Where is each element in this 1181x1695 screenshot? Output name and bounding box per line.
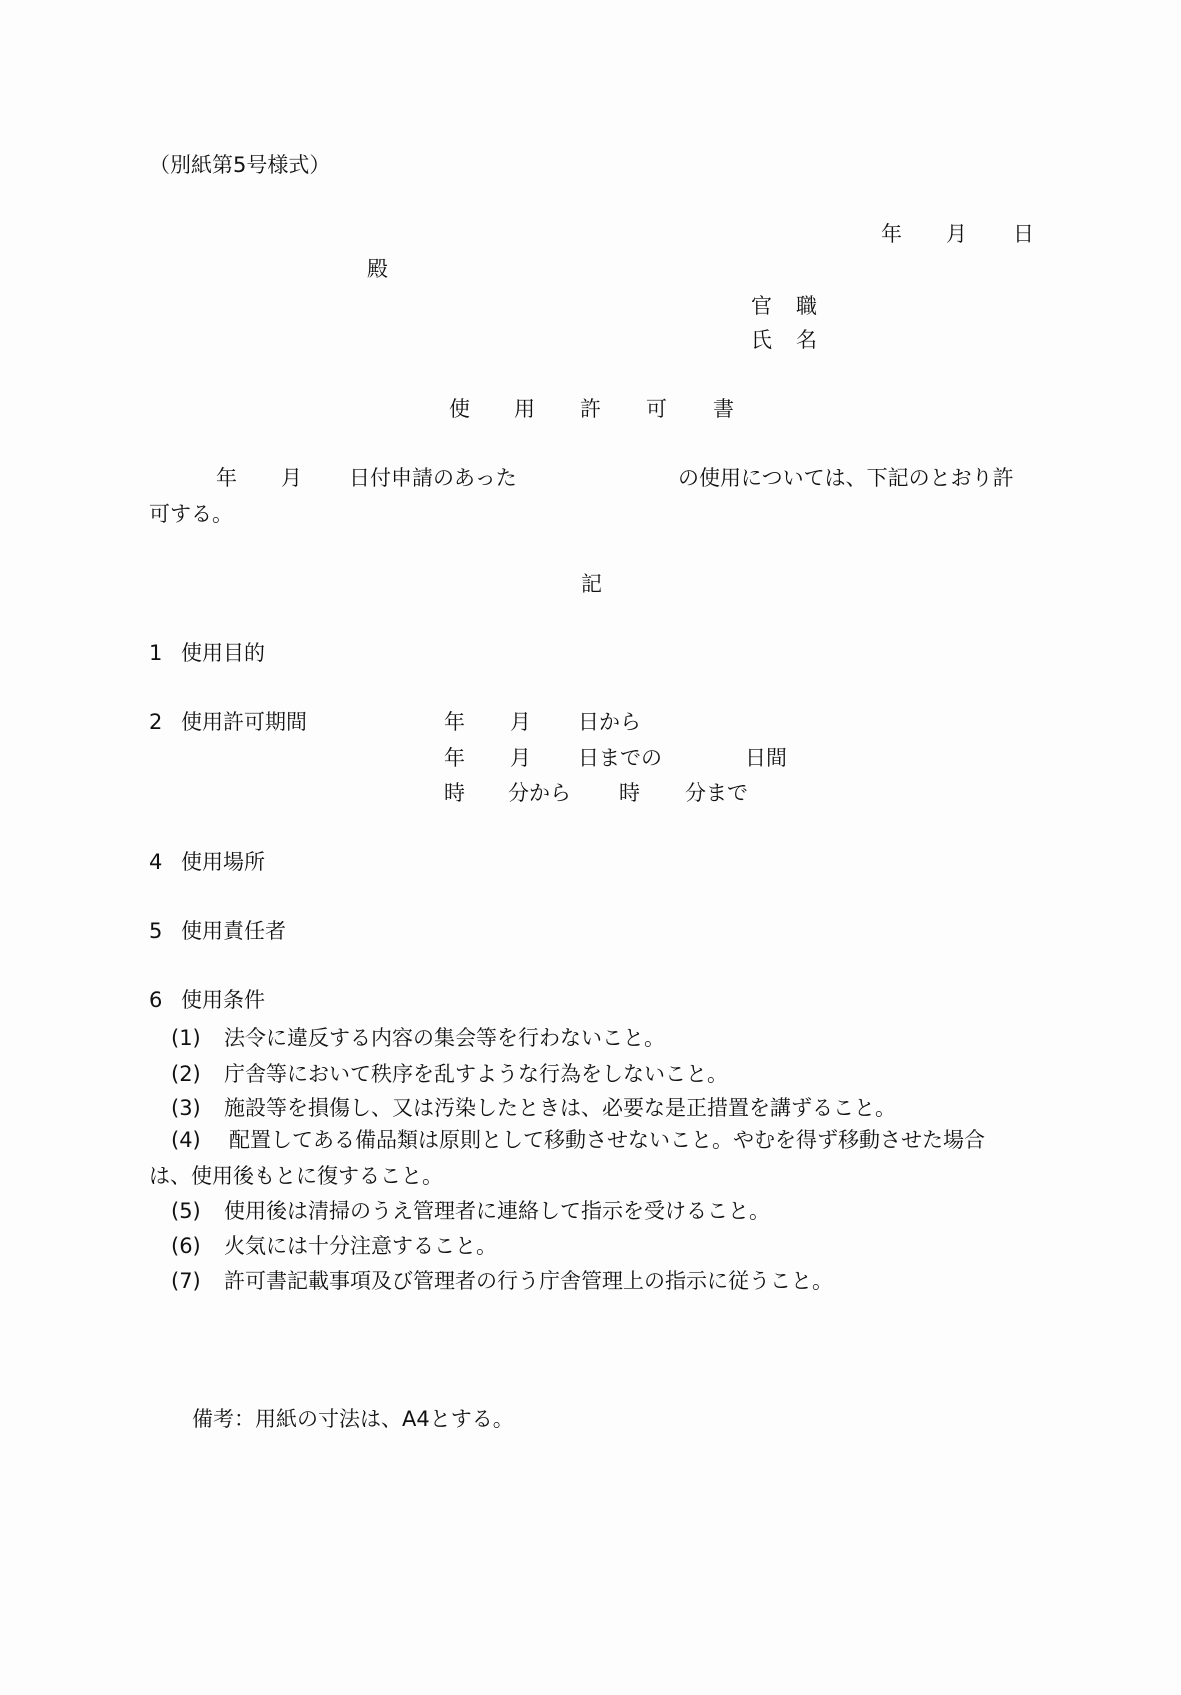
period-minute-from: 分から <box>508 781 571 805</box>
issuer-title-1: 官 <box>751 294 772 318</box>
item-number: 4 <box>149 850 163 874</box>
condition-number: (3) <box>171 1096 201 1120</box>
item-number: 2 <box>149 710 163 734</box>
item-conditions-label: 使用条件 <box>181 988 265 1012</box>
condition-text: 庁舎等において秩序を乱すような行為をしないこと。 <box>224 1062 728 1086</box>
title-char: 許 <box>580 397 601 421</box>
period-day-until: 日までの <box>578 746 662 770</box>
period-month: 月 <box>510 746 531 770</box>
title-char: 用 <box>514 397 535 421</box>
issuer-name-2: 名 <box>796 328 817 352</box>
period-days: 日間 <box>745 746 787 770</box>
item-manager-label: 使用責任者 <box>181 919 286 943</box>
condition-text-continued: は、使用後もとに復すること。 <box>149 1164 443 1188</box>
title-char: 可 <box>646 397 667 421</box>
condition-number: (1) <box>171 1026 201 1050</box>
item-number: 5 <box>149 919 163 943</box>
issuer-title-2: 職 <box>796 294 817 318</box>
period-day-from: 日から <box>578 710 641 734</box>
item-number: 6 <box>149 988 163 1012</box>
body-month: 月 <box>281 466 302 490</box>
item-number: 1 <box>149 641 163 665</box>
condition-number: (6) <box>171 1234 201 1258</box>
condition-text: 施設等を損傷し、又は汚染したときは、必要な是正措置を講ずること。 <box>224 1096 896 1120</box>
date-day: 日 <box>1013 222 1034 246</box>
period-month: 月 <box>510 710 531 734</box>
condition-text: 火気には十分注意すること。 <box>224 1234 497 1258</box>
form-label: （別紙第5号様式） <box>149 153 331 177</box>
period-hour: 時 <box>444 781 465 805</box>
condition-text: 法令に違反する内容の集会等を行わないこと。 <box>224 1026 665 1050</box>
period-minute-until: 分まで <box>685 781 748 805</box>
body-text-3: 可する。 <box>149 502 233 526</box>
date-year: 年 <box>881 222 902 246</box>
body-text-2: の使用については、下記のとおり許 <box>678 466 1014 490</box>
period-year: 年 <box>444 746 465 770</box>
body-year: 年 <box>216 466 237 490</box>
condition-text: 許可書記載事項及び管理者の行う庁舎管理上の指示に従うこと。 <box>224 1269 833 1293</box>
title-char: 使 <box>449 397 470 421</box>
condition-text: 使用後は清掃のうえ管理者に連絡して指示を受けること。 <box>224 1199 770 1223</box>
body-text-1: 日付申請のあった <box>349 466 517 490</box>
ki-heading: 記 <box>581 572 602 596</box>
condition-number: (2) <box>171 1062 201 1086</box>
period-hour: 時 <box>619 781 640 805</box>
date-month: 月 <box>946 222 967 246</box>
condition-number: (7) <box>171 1269 201 1293</box>
condition-number: (4) <box>171 1128 201 1152</box>
condition-text: 配置してある備品類は原則として移動させないこと。やむを得ず移動させた場合 <box>229 1128 985 1152</box>
item-purpose-label: 使用目的 <box>181 641 265 665</box>
condition-number: (5) <box>171 1199 201 1223</box>
item-period-label: 使用許可期間 <box>181 710 307 734</box>
period-year: 年 <box>444 710 465 734</box>
item-place-label: 使用場所 <box>181 850 265 874</box>
issuer-name-1: 氏 <box>751 328 772 352</box>
addressee-suffix: 殿 <box>367 257 388 281</box>
title-char: 書 <box>713 397 734 421</box>
note: 備考：用紙の寸法は、A4とする。 <box>192 1407 514 1431</box>
